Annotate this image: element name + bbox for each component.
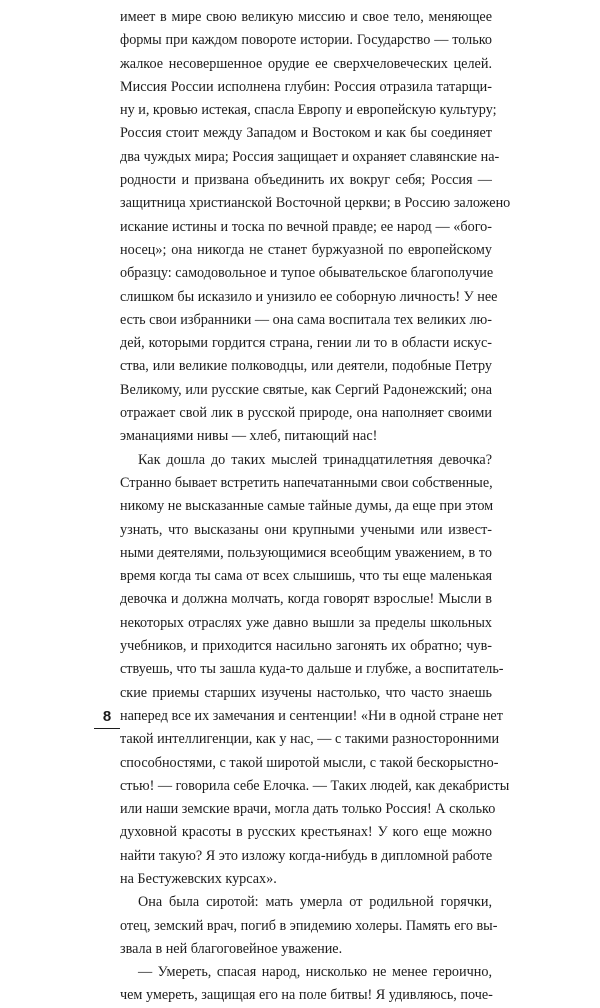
body-text: [120, 6, 511, 1008]
text-line: образцу: самодовольное и тупое обывательское благополучие: [120, 265, 494, 282]
text-line: ну и, кровью истекая, спасла Европу и европейскую культуру;: [120, 102, 497, 119]
page-number: 8: [94, 706, 120, 729]
text-line: отражает свой лик в русской природе, она наполняет своими: [120, 405, 492, 422]
text-line: духовной красоты в русских крестьянах! У кого еще можно: [120, 824, 492, 841]
text-line: ными деятелями, пользующимися всеобщим уважением, в то: [120, 544, 492, 561]
text-line: наперед все их замечания и сентенции! «Ни в одной стране нет: [120, 707, 503, 724]
text-line: Россия стоит между Западом и Востоком и как бы соединяет: [120, 125, 492, 142]
text-line: Миссия России исполнена глубин: Россия отразила татарщи-: [120, 78, 492, 95]
text-line: Она была сиротой: мать умерла от родильной горячки,: [138, 894, 492, 911]
text-line: отец, земский врач, погиб в эпидемию холеры. Память его вы-: [120, 917, 498, 934]
text-line: узнать, что высказаны они крупными учеными или извест-: [120, 521, 492, 538]
text-line: найти такую? Я это изложу когда-нибудь в дипломной работе: [120, 847, 493, 864]
text-line: носец»; она никогда не станет буржуазной по европейскому: [120, 241, 492, 258]
text-line: ства, или великие полководцы, или деятели, подобные Петру: [120, 358, 492, 375]
text-line: на Бестужевских курсах».: [120, 870, 277, 887]
text-line: дей, которыми гордится страна, гении ли то в области искус-: [120, 335, 492, 352]
text-line: девочка и должна молчать, когда говорят взрослые! Мысли в: [120, 591, 492, 608]
text-line: некоторых отраслях уже давно вышли за пределы школьных: [120, 614, 492, 631]
text-line: учебников, и приходится насильно загонять их обратно; чув-: [120, 638, 492, 655]
text-line: ские приемы старших изучены настолько, что часто знаешь: [120, 684, 492, 701]
text-line: есть свои избранники — она сама воспитала тех великих лю-: [120, 311, 492, 328]
text-line: никому не высказанные самые тайные думы, да еще при этом: [120, 498, 494, 515]
text-line: родности и призвана объединить их вокруг себя; Россия —: [120, 172, 492, 189]
text-line: Как дошла до таких мыслей тринадцатилетняя девочка?: [138, 451, 492, 468]
text-line: чем умереть, защищая его на поле битвы! Я удивляюсь, поче-: [120, 987, 493, 1004]
text-line: жалкое несовершенное орудие ее сверхчеловеческих целей.: [120, 55, 492, 72]
text-line: защитница христианской Восточной церкви; в Россию заложено: [120, 195, 511, 212]
text-line: ствуешь, что ты зашла куда-то дальше и глубже, а воспитатель-: [120, 661, 504, 678]
text-line: — Умереть, спасая народ, нисколько не менее героично,: [138, 964, 492, 981]
text-line: имеет в мире свою великую миссию и свое тело, меняющее: [120, 9, 492, 25]
text-line: время когда ты сама от всех слышишь, что ты еще маленькая: [120, 568, 492, 585]
text-line: или наши земские врачи, могла дать только Россия! А сколько: [120, 801, 496, 818]
text-line: стью! — говорила себе Елочка. — Таких людей, как декабристы: [120, 777, 510, 794]
text-line: искание истины и тоска по вечной правде; ее народ — «бого-: [120, 218, 492, 235]
text-line: способностями, с такой широтой мысли, с такой бескорыстно-: [120, 754, 499, 771]
text-line: такой интеллигенции, как у нас, — с такими разносторонними: [120, 731, 500, 748]
text-line: Великому, или русские святые, как Сергий Радонежский; она: [120, 381, 492, 398]
text-line: эманациями нивы — хлеб, питающий нас!: [120, 428, 378, 445]
text-line: Странно бывает встретить напечатанными свои собственные,: [120, 474, 493, 491]
text-line: два чуждых мира; Россия защищает и охраняет славянские на-: [120, 148, 500, 165]
text-line: формы при каждом повороте истории. Государство — только: [120, 32, 492, 49]
text-line: слишком бы исказило и унизило ее соборную личность! У нее: [120, 288, 498, 305]
text-line: звала в ней благоговейное уважение.: [120, 940, 343, 957]
